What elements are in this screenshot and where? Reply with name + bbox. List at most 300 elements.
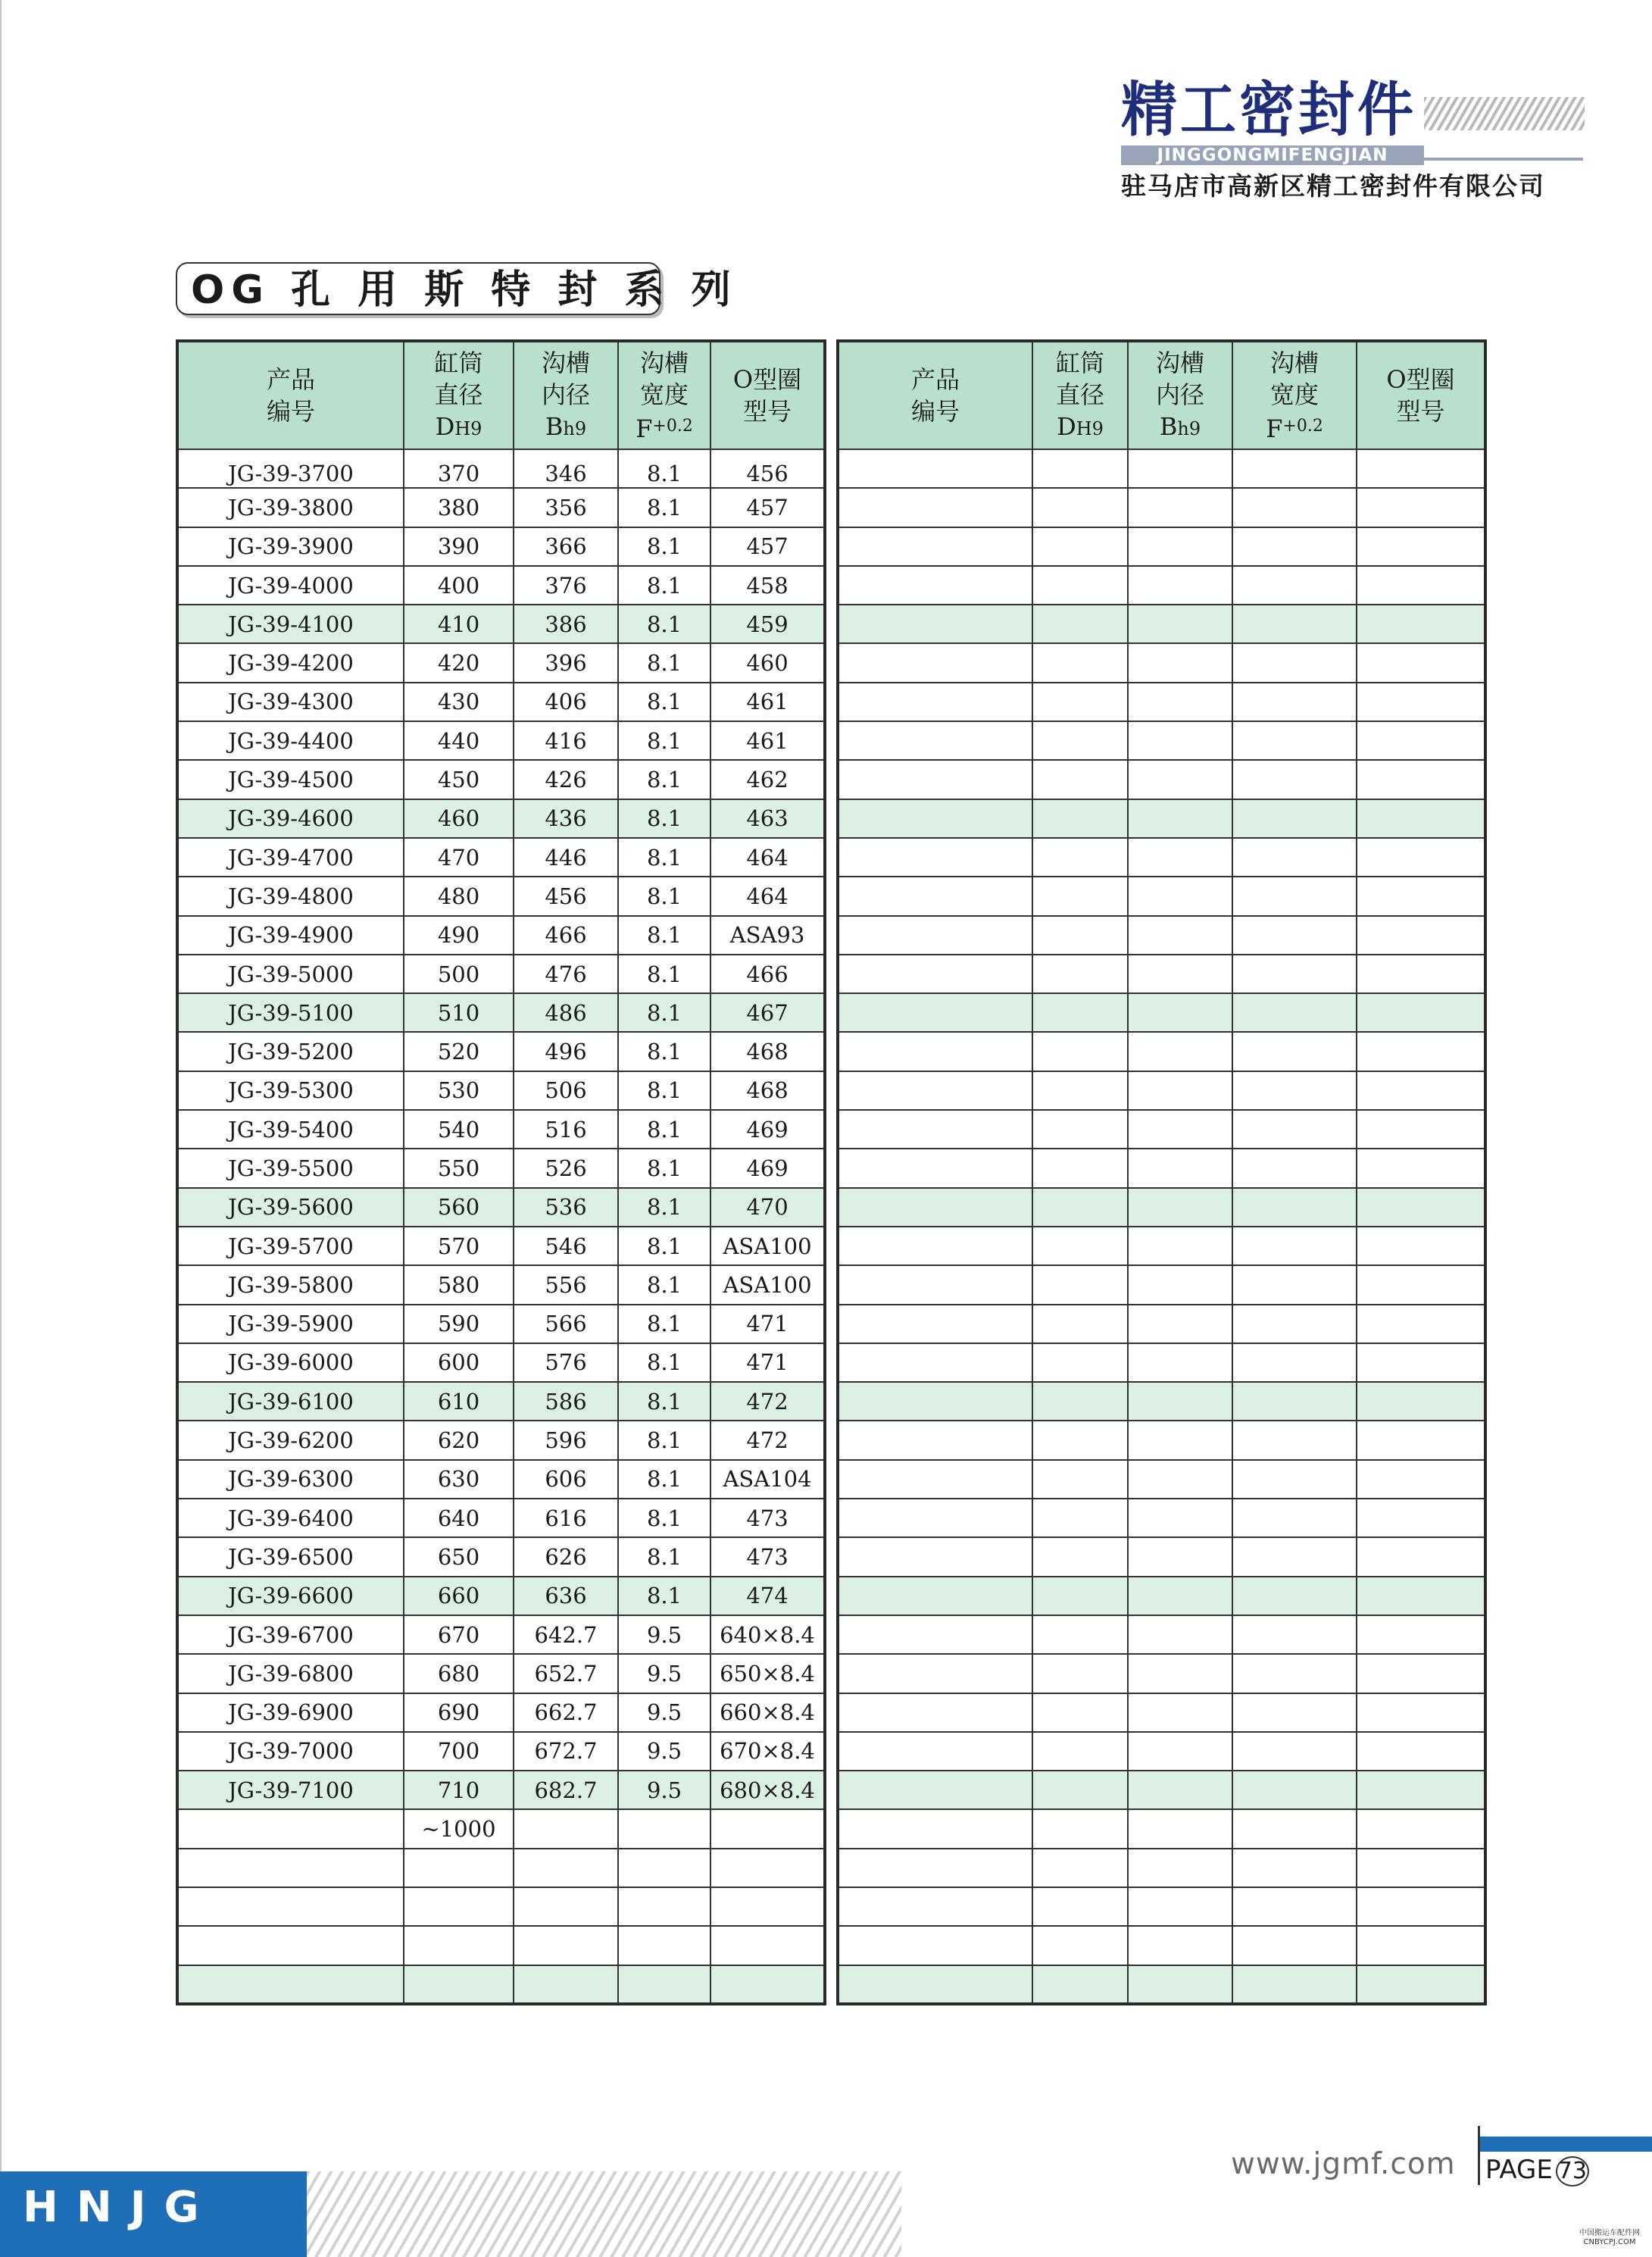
cell-groove-width: 8.1: [618, 721, 710, 760]
table-row: [177, 605, 825, 643]
table-row: [177, 1382, 825, 1421]
table-row: [177, 1305, 825, 1343]
cell-product-code-empty: [838, 1965, 1032, 2004]
cell-groove-width: 8.1: [618, 916, 710, 955]
cell-product-code: JG-39-6700: [177, 1615, 404, 1654]
cell-groove-width: 8.1: [618, 1227, 710, 1265]
cell-product-code: JG-39-6100: [177, 1382, 404, 1421]
cell-oring-model-empty: [1357, 1849, 1485, 1887]
cell-bore-diameter-empty: [1032, 683, 1128, 721]
cell-oring-model: [710, 1849, 825, 1887]
cell-groove-width: 9.5: [618, 1732, 710, 1771]
cell-groove-inner-diameter: 426: [514, 760, 618, 799]
cell-groove-width-empty: [1232, 1149, 1357, 1187]
cell-bore-diameter: [404, 1926, 514, 1965]
cell-groove-inner-diameter-empty: [1128, 799, 1232, 838]
cell-groove-inner-diameter-empty: [1128, 488, 1232, 527]
cell-oring-model-empty: [1357, 449, 1485, 488]
table-row-empty: [838, 1577, 1485, 1615]
cell-groove-inner-diameter-empty: [1128, 1421, 1232, 1459]
cell-oring-model-empty: [1357, 1926, 1485, 1965]
cell-oring-model: ASA100: [710, 1227, 825, 1265]
table-row: [177, 1421, 825, 1459]
table-row: [177, 1460, 825, 1499]
cell-oring-model: 471: [710, 1305, 825, 1343]
brand-pinyin: JINGGONGMIFENGJIAN: [1121, 145, 1424, 165]
cell-oring-model-empty: [1357, 1499, 1485, 1537]
page-label: PAGE 73: [1485, 2155, 1589, 2187]
footer-logo: HNJG: [0, 2171, 307, 2257]
cell-bore-diameter-empty: [1032, 1149, 1128, 1187]
cell-product-code: JG-39-6600: [177, 1577, 404, 1615]
cell-groove-inner-diameter: 636: [514, 1577, 618, 1615]
table-row: [177, 1265, 825, 1304]
cell-groove-inner-diameter-empty: [1128, 1460, 1232, 1499]
cell-product-code-empty: [838, 877, 1032, 915]
cell-bore-diameter-empty: [1032, 1421, 1128, 1459]
cell-groove-width-empty: [1232, 1305, 1357, 1343]
cell-product-code-empty: [838, 799, 1032, 838]
table-row: [177, 916, 825, 955]
cell-oring-model: [710, 1926, 825, 1965]
cell-groove-inner-diameter: 466: [514, 916, 618, 955]
cell-groove-width: 8.1: [618, 1265, 710, 1304]
cell-bore-diameter-empty: [1032, 1188, 1128, 1227]
header-groove-inner-diameter: 沟槽 内径 Bh9: [1128, 341, 1232, 449]
cell-groove-inner-diameter: 366: [514, 527, 618, 566]
cell-product-code-empty: [838, 1032, 1032, 1071]
cell-oring-model-empty: [1357, 838, 1485, 877]
cell-product-code-empty: [838, 1693, 1032, 1732]
brand-underline: [1424, 158, 1583, 161]
cell-groove-inner-diameter: [514, 1887, 618, 1926]
cell-groove-inner-diameter: 446: [514, 838, 618, 877]
cell-product-code-empty: [838, 1305, 1032, 1343]
cell-groove-inner-diameter: 376: [514, 566, 618, 605]
cell-groove-inner-diameter: 556: [514, 1265, 618, 1304]
cell-oring-model-empty: [1357, 1887, 1485, 1926]
watermark-line-1: 中国搬运车配件网: [1579, 2229, 1640, 2237]
cell-groove-inner-diameter-empty: [1128, 449, 1232, 488]
cell-bore-diameter: [404, 1849, 514, 1887]
cell-product-code: JG-39-4500: [177, 760, 404, 799]
cell-product-code: JG-39-6200: [177, 1421, 404, 1459]
cell-product-code-empty: [838, 916, 1032, 955]
cell-groove-width-empty: [1232, 1227, 1357, 1265]
cell-oring-model-empty: [1357, 1537, 1485, 1576]
cell-product-code: JG-39-4100: [177, 605, 404, 643]
cell-groove-inner-diameter: [514, 1809, 618, 1848]
cell-oring-model: ASA100: [710, 1265, 825, 1304]
table-row: [177, 449, 825, 488]
cell-product-code: JG-39-3800: [177, 488, 404, 527]
cell-product-code-empty: [838, 1227, 1032, 1265]
cell-oring-model-empty: [1357, 1110, 1485, 1149]
table-row-empty: [838, 1110, 1485, 1149]
cell-oring-model-empty: [1357, 1305, 1485, 1343]
cell-groove-inner-diameter-empty: [1128, 527, 1232, 566]
page-indicator: [1473, 2126, 1652, 2185]
cell-oring-model-empty: [1357, 683, 1485, 721]
cell-groove-width-empty: [1232, 527, 1357, 566]
cell-bore-diameter-empty: [1032, 1615, 1128, 1654]
cell-product-code: JG-39-4700: [177, 838, 404, 877]
cell-oring-model: ASA104: [710, 1460, 825, 1499]
cell-groove-inner-diameter-empty: [1128, 1032, 1232, 1071]
cell-groove-width-empty: [1232, 1615, 1357, 1654]
cell-groove-width-empty: [1232, 643, 1357, 682]
cell-product-code: JG-39-5300: [177, 1071, 404, 1110]
cell-groove-width-empty: [1232, 1499, 1357, 1537]
cell-bore-diameter-empty: [1032, 1965, 1128, 2004]
cell-groove-width-empty: [1232, 1343, 1357, 1382]
cell-groove-inner-diameter-empty: [1128, 1537, 1232, 1576]
cell-product-code: JG-39-5800: [177, 1265, 404, 1304]
cell-groove-inner-diameter: 416: [514, 721, 618, 760]
cell-bore-diameter: 570: [404, 1227, 514, 1265]
cell-bore-diameter: 430: [404, 683, 514, 721]
cell-oring-model: 458: [710, 566, 825, 605]
cell-bore-diameter: 520: [404, 1032, 514, 1071]
cell-product-code-empty: [838, 1188, 1032, 1227]
cell-groove-inner-diameter: 526: [514, 1149, 618, 1187]
cell-groove-width: [618, 1887, 710, 1926]
cell-groove-width-empty: [1232, 1071, 1357, 1110]
cell-groove-width: [618, 1965, 710, 2004]
cell-bore-diameter-empty: [1032, 1887, 1128, 1926]
table-row-empty: [838, 605, 1485, 643]
cell-oring-model: 472: [710, 1382, 825, 1421]
cell-bore-diameter: 460: [404, 799, 514, 838]
cell-bore-diameter-empty: [1032, 488, 1128, 527]
cell-oring-model-empty: [1357, 1265, 1485, 1304]
cell-bore-diameter: 690: [404, 1693, 514, 1732]
spec-table-left: [176, 339, 826, 2005]
cell-oring-model-empty: [1357, 1149, 1485, 1187]
cell-groove-inner-diameter-empty: [1128, 916, 1232, 955]
cell-bore-diameter: 640: [404, 1499, 514, 1537]
spec-table-right: [836, 339, 1487, 2005]
cell-oring-model: [710, 1887, 825, 1926]
cell-groove-inner-diameter: 616: [514, 1499, 618, 1537]
cell-groove-width: [618, 1926, 710, 1965]
cell-bore-diameter-empty: [1032, 643, 1128, 682]
cell-groove-inner-diameter-empty: [1128, 1343, 1232, 1382]
table-row: [177, 721, 825, 760]
cell-groove-inner-diameter: 516: [514, 1110, 618, 1149]
cell-bore-diameter-empty: [1032, 1849, 1128, 1887]
cell-groove-inner-diameter-empty: [1128, 643, 1232, 682]
cell-groove-inner-diameter-empty: [1128, 760, 1232, 799]
cell-product-code: JG-39-6900: [177, 1693, 404, 1732]
table-row: [177, 1732, 825, 1771]
cell-bore-diameter-empty: [1032, 760, 1128, 799]
page-border: [0, 0, 2, 2257]
cell-oring-model-empty: [1357, 1382, 1485, 1421]
cell-groove-inner-diameter-empty: [1128, 721, 1232, 760]
cell-bore-diameter: 440: [404, 721, 514, 760]
cell-groove-inner-diameter: 536: [514, 1188, 618, 1227]
cell-bore-diameter-empty: [1032, 1732, 1128, 1771]
cell-groove-inner-diameter: 576: [514, 1343, 618, 1382]
page-number: 73: [1556, 2156, 1589, 2187]
cell-groove-width: 8.1: [618, 760, 710, 799]
cell-oring-model-empty: [1357, 1693, 1485, 1732]
cell-groove-inner-diameter-empty: [1128, 1110, 1232, 1149]
cell-bore-diameter-empty: [1032, 527, 1128, 566]
cell-product-code: JG-39-5200: [177, 1032, 404, 1071]
table-row-empty: [838, 721, 1485, 760]
cell-groove-width: 9.5: [618, 1771, 710, 1809]
cell-groove-inner-diameter-empty: [1128, 1926, 1232, 1965]
cell-product-code: JG-39-3900: [177, 527, 404, 566]
cell-groove-inner-diameter-empty: [1128, 1188, 1232, 1227]
cell-groove-width: [618, 1809, 710, 1848]
cell-groove-inner-diameter-empty: [1128, 993, 1232, 1032]
table-row-empty: [838, 1809, 1485, 1848]
cell-groove-width-empty: [1232, 1732, 1357, 1771]
cell-product-code-empty: [838, 1110, 1032, 1149]
table-row: [177, 566, 825, 605]
cell-groove-width: 9.5: [618, 1615, 710, 1654]
table-row: [177, 1032, 825, 1071]
cell-groove-width: 8.1: [618, 1188, 710, 1227]
cell-groove-width: 8.1: [618, 449, 710, 488]
cell-groove-width-empty: [1232, 1032, 1357, 1071]
cell-bore-diameter: 580: [404, 1265, 514, 1304]
cell-oring-model: 640×8.4: [710, 1615, 825, 1654]
cell-bore-diameter-empty: [1032, 799, 1128, 838]
cell-groove-inner-diameter-empty: [1128, 838, 1232, 877]
cell-bore-diameter-empty: [1032, 1537, 1128, 1576]
table-row: [177, 1071, 825, 1110]
cell-oring-model: 471: [710, 1343, 825, 1382]
cell-product-code: JG-39-5500: [177, 1149, 404, 1187]
cell-groove-width: 9.5: [618, 1654, 710, 1693]
cell-groove-inner-diameter: 626: [514, 1537, 618, 1576]
cell-oring-model: 464: [710, 838, 825, 877]
table-row: [177, 527, 825, 566]
cell-groove-width: 8.1: [618, 683, 710, 721]
table-row-empty: [838, 1887, 1485, 1926]
cell-product-code-empty: [838, 1577, 1032, 1615]
table-row-empty: [838, 1188, 1485, 1227]
cell-groove-inner-diameter: [514, 1926, 618, 1965]
header-product-code: 产品 编号: [838, 341, 1032, 449]
cell-oring-model: 680×8.4: [710, 1771, 825, 1809]
table-row-empty: [838, 1265, 1485, 1304]
table-row-empty: [838, 1227, 1485, 1265]
cell-oring-model-empty: [1357, 643, 1485, 682]
cell-groove-width-empty: [1232, 838, 1357, 877]
cell-groove-inner-diameter-empty: [1128, 1615, 1232, 1654]
cell-groove-inner-diameter-empty: [1128, 1732, 1232, 1771]
cell-product-code-empty: [838, 1615, 1032, 1654]
cell-product-code: [177, 1926, 404, 1965]
cell-bore-diameter: 450: [404, 760, 514, 799]
cell-groove-width: 8.1: [618, 1071, 710, 1110]
cell-oring-model: 469: [710, 1149, 825, 1187]
cell-oring-model-empty: [1357, 1965, 1485, 2004]
cell-groove-width-empty: [1232, 1110, 1357, 1149]
table-row: [177, 488, 825, 527]
cell-product-code-empty: [838, 1343, 1032, 1382]
cell-bore-diameter-empty: [1032, 1654, 1128, 1693]
table-row: [177, 1149, 825, 1187]
cell-bore-diameter: 380: [404, 488, 514, 527]
cell-product-code: JG-39-5600: [177, 1188, 404, 1227]
cell-oring-model: 459: [710, 605, 825, 643]
cell-bore-diameter: 480: [404, 877, 514, 915]
cell-oring-model-empty: [1357, 1071, 1485, 1110]
cell-groove-width-empty: [1232, 877, 1357, 915]
cell-oring-model-empty: [1357, 993, 1485, 1032]
cell-bore-diameter: [404, 1887, 514, 1926]
table-row-empty: [838, 1654, 1485, 1693]
cell-groove-inner-diameter: 496: [514, 1032, 618, 1071]
cell-groove-width: 8.1: [618, 1343, 710, 1382]
cell-oring-model-empty: [1357, 605, 1485, 643]
cell-product-code: JG-39-7100: [177, 1771, 404, 1809]
cell-groove-inner-diameter-empty: [1128, 1849, 1232, 1887]
cell-product-code-empty: [838, 1421, 1032, 1459]
cell-groove-width: 8.1: [618, 877, 710, 915]
cell-groove-inner-diameter-empty: [1128, 605, 1232, 643]
cell-product-code: JG-39-4800: [177, 877, 404, 915]
cell-groove-width-empty: [1232, 993, 1357, 1032]
cell-groove-width-empty: [1232, 449, 1357, 488]
table-row-empty: [838, 488, 1485, 527]
cell-oring-model-empty: [1357, 1654, 1485, 1693]
cell-groove-inner-diameter-empty: [1128, 1305, 1232, 1343]
cell-product-code-empty: [838, 955, 1032, 993]
cell-product-code-empty: [838, 760, 1032, 799]
cell-groove-inner-diameter-empty: [1128, 877, 1232, 915]
header-bore-diameter: 缸筒 直径 DH9: [1032, 341, 1128, 449]
cell-groove-inner-diameter: 456: [514, 877, 618, 915]
table-row: [177, 1887, 825, 1926]
cell-bore-diameter: 370: [404, 449, 514, 488]
cell-bore-diameter: 610: [404, 1382, 514, 1421]
cell-groove-width: 8.1: [618, 1110, 710, 1149]
cell-groove-inner-diameter: 356: [514, 488, 618, 527]
table-row-empty: [838, 760, 1485, 799]
cell-groove-width-empty: [1232, 1654, 1357, 1693]
cell-groove-inner-diameter: 642.7: [514, 1615, 618, 1654]
cell-oring-model: 464: [710, 877, 825, 915]
table-row: [177, 1926, 825, 1965]
table-row-empty: [838, 1732, 1485, 1771]
cell-bore-diameter: ~1000: [404, 1809, 514, 1848]
cell-product-code: JG-39-5400: [177, 1110, 404, 1149]
table-row-empty: [838, 916, 1485, 955]
cell-groove-inner-diameter: 682.7: [514, 1771, 618, 1809]
cell-groove-width-empty: [1232, 1382, 1357, 1421]
cell-groove-width-empty: [1232, 1849, 1357, 1887]
cell-oring-model: ASA93: [710, 916, 825, 955]
cell-bore-diameter-empty: [1032, 1032, 1128, 1071]
cell-bore-diameter-empty: [1032, 1227, 1128, 1265]
cell-product-code-empty: [838, 527, 1032, 566]
cell-bore-diameter: 490: [404, 916, 514, 955]
table-row-empty: [838, 1460, 1485, 1499]
table-row: [177, 1849, 825, 1887]
table-row: [177, 1343, 825, 1382]
cell-groove-width: 8.1: [618, 799, 710, 838]
cell-product-code-empty: [838, 1265, 1032, 1304]
table-row: [177, 1110, 825, 1149]
table-row-empty: [838, 449, 1485, 488]
cell-groove-inner-diameter-empty: [1128, 1693, 1232, 1732]
cell-groove-width: 8.1: [618, 838, 710, 877]
cell-groove-inner-diameter: 586: [514, 1382, 618, 1421]
cell-oring-model: 473: [710, 1537, 825, 1576]
cell-oring-model-empty: [1357, 1809, 1485, 1848]
table-row-empty: [838, 1421, 1485, 1459]
cell-groove-width: 8.1: [618, 566, 710, 605]
cell-product-code-empty: [838, 605, 1032, 643]
cell-product-code-empty: [838, 721, 1032, 760]
cell-groove-width: 8.1: [618, 1421, 710, 1459]
cell-oring-model: 473: [710, 1499, 825, 1537]
table-row: [177, 1693, 825, 1732]
cell-product-code-empty: [838, 1849, 1032, 1887]
table-row-empty: [838, 1343, 1485, 1382]
table-row: [177, 1537, 825, 1576]
cell-groove-inner-diameter: 486: [514, 993, 618, 1032]
section-title: OG 孔 用 斯 特 封 系 列: [176, 262, 660, 315]
cell-product-code: JG-39-4300: [177, 683, 404, 721]
cell-groove-width: 8.1: [618, 643, 710, 682]
cell-bore-diameter-empty: [1032, 721, 1128, 760]
cell-product-code-empty: [838, 1149, 1032, 1187]
cell-groove-width-empty: [1232, 488, 1357, 527]
cell-bore-diameter: 530: [404, 1071, 514, 1110]
table-row: [177, 838, 825, 877]
cell-groove-inner-diameter: 396: [514, 643, 618, 682]
cell-groove-inner-diameter-empty: [1128, 1771, 1232, 1809]
cell-product-code: JG-39-4000: [177, 566, 404, 605]
cell-oring-model-empty: [1357, 1227, 1485, 1265]
cell-groove-width-empty: [1232, 1188, 1357, 1227]
cell-product-code: JG-39-6400: [177, 1499, 404, 1537]
cell-oring-model: 457: [710, 488, 825, 527]
website-url[interactable]: www.jgmf.com: [1231, 2147, 1456, 2181]
cell-bore-diameter: 660: [404, 1577, 514, 1615]
cell-oring-model: 472: [710, 1421, 825, 1459]
cell-groove-width-empty: [1232, 1460, 1357, 1499]
table-row: [177, 683, 825, 721]
cell-bore-diameter-empty: [1032, 1809, 1128, 1848]
cell-bore-diameter-empty: [1032, 993, 1128, 1032]
cell-bore-diameter: 470: [404, 838, 514, 877]
table-row: [177, 799, 825, 838]
header-groove-width: 沟槽 宽度 $F^{+0.2}$: [618, 341, 710, 449]
cell-bore-diameter-empty: [1032, 1305, 1128, 1343]
table-row: [177, 1188, 825, 1227]
cell-bore-diameter: 650: [404, 1537, 514, 1576]
cell-product-code-empty: [838, 993, 1032, 1032]
cell-groove-inner-diameter-empty: [1128, 1227, 1232, 1265]
cell-groove-inner-diameter-empty: [1128, 1382, 1232, 1421]
cell-groove-inner-diameter-empty: [1128, 683, 1232, 721]
cell-bore-diameter: 680: [404, 1654, 514, 1693]
table-row-empty: [838, 1926, 1485, 1965]
cell-product-code: JG-39-5900: [177, 1305, 404, 1343]
cell-oring-model-empty: [1357, 488, 1485, 527]
cell-oring-model: [710, 1965, 825, 2004]
cell-groove-width: 8.1: [618, 1460, 710, 1499]
